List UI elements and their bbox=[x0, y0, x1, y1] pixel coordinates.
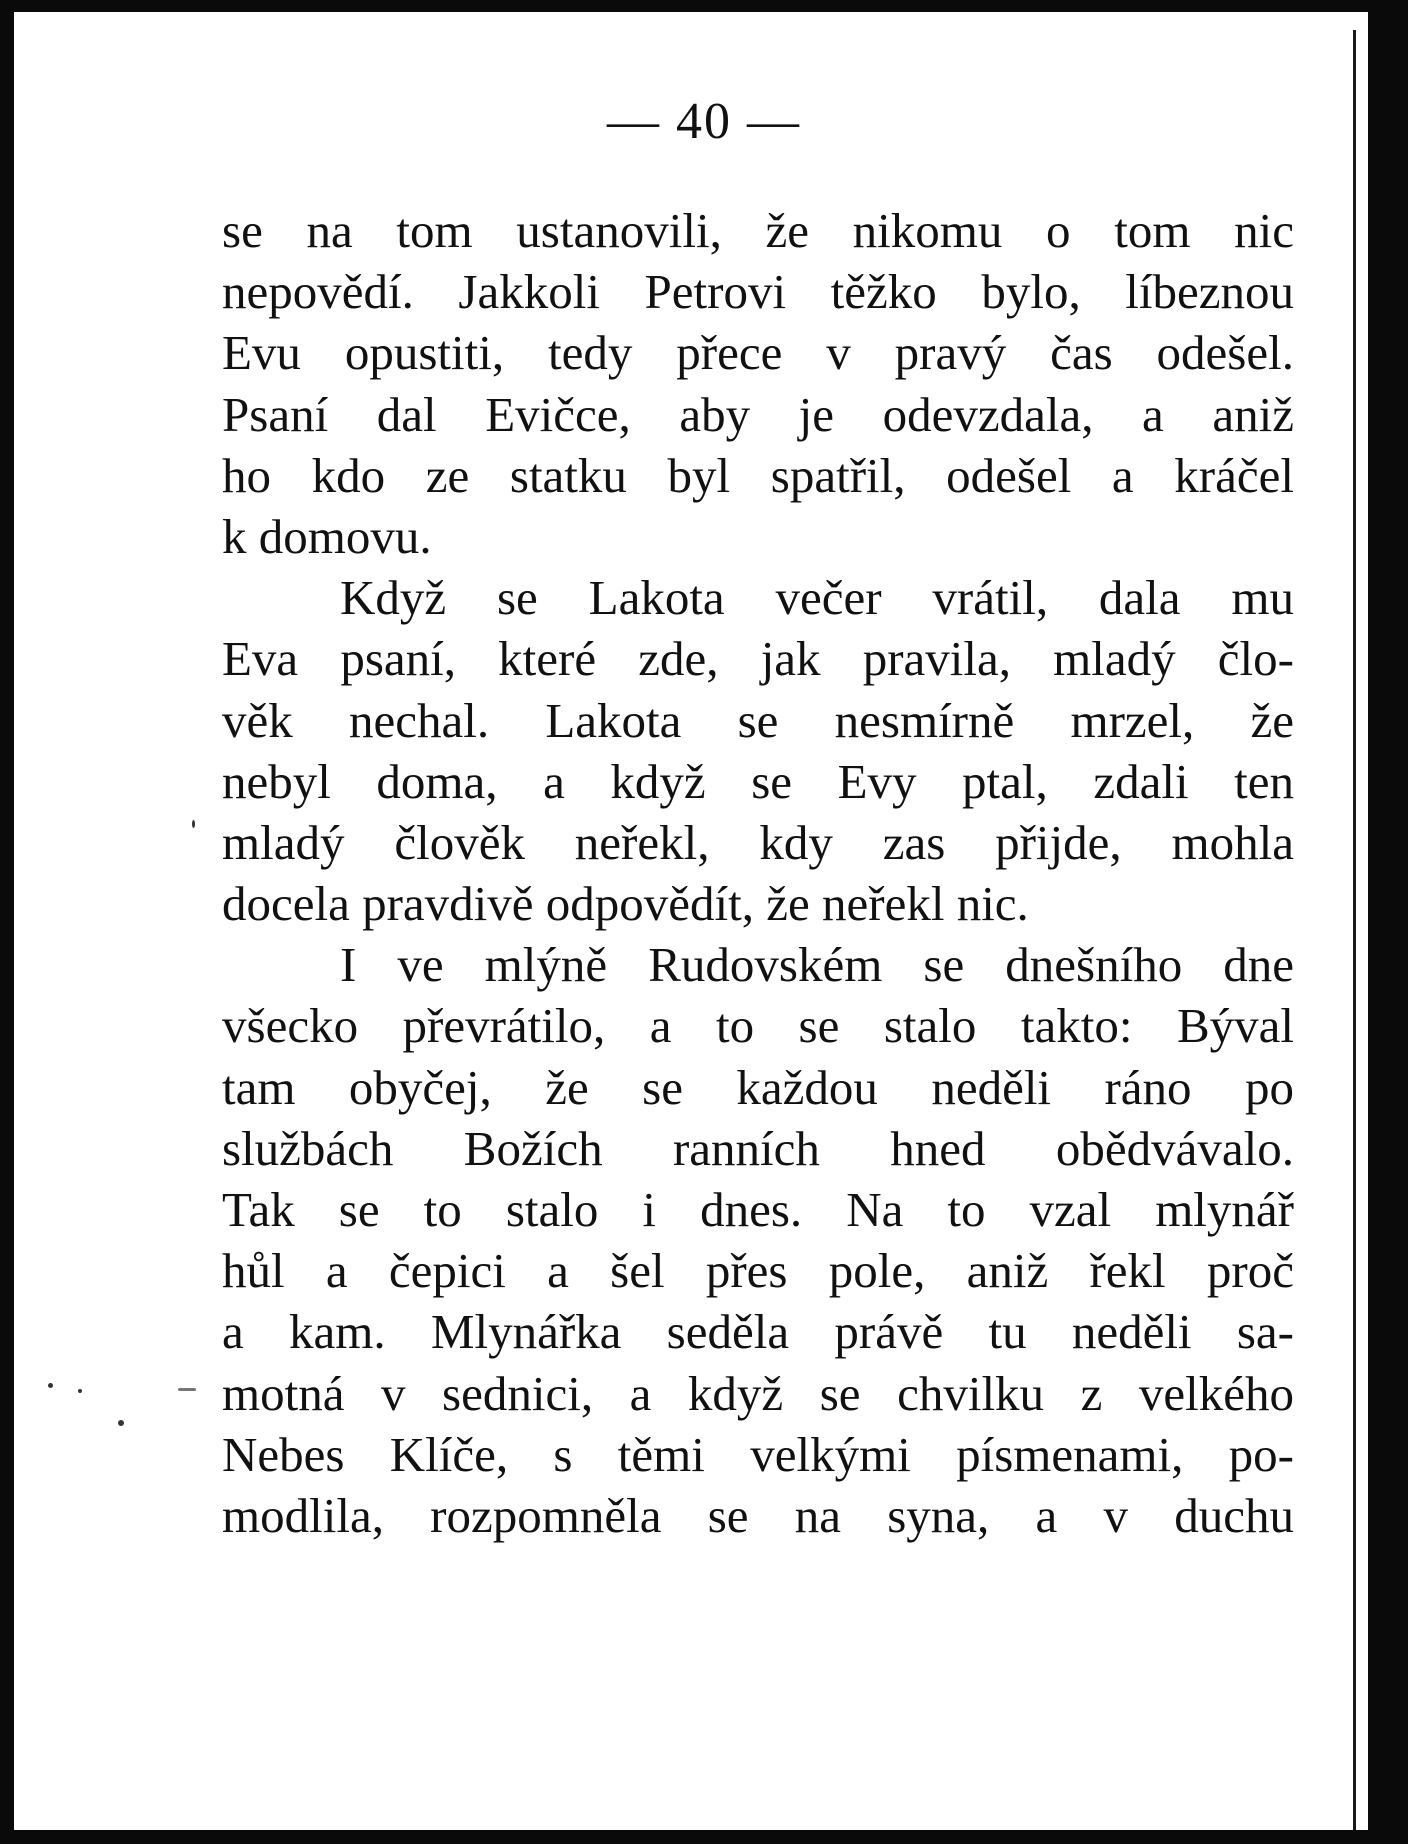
text-line: nebyl doma, a když se Evy ptal, zdali ten bbox=[222, 753, 1294, 809]
text-line: k domovu. bbox=[222, 508, 432, 564]
text-line: ho kdo ze statku byl spatřil, odešel a kráčel bbox=[222, 447, 1294, 503]
paragraph-start-line: Když se Lakota večer vrátil, dala mu bbox=[340, 570, 1294, 626]
text-line: všecko převrátilo, a to se stalo takto: Býval bbox=[222, 998, 1294, 1054]
text-line: a kam. Mlynářka seděla právě tu neděli sa- bbox=[222, 1304, 1294, 1360]
scan-gap-right bbox=[1362, 12, 1368, 1844]
text-line: mladý člověk neřekl, kdy zas přijde, mohla bbox=[222, 814, 1294, 870]
text-line: službách Božích ranních hned obědvávalo. bbox=[222, 1120, 1294, 1176]
paragraph-start-line: I ve mlýně Rudovském se dnešního dne bbox=[340, 937, 1294, 993]
text-line: nepovědí. Jakkoli Petrovi těžko bylo, líbeznou bbox=[222, 264, 1294, 320]
scan-border-top bbox=[0, 0, 1408, 12]
body-text bbox=[222, 200, 1294, 1546]
print-speck bbox=[118, 1420, 124, 1426]
text-line: se na tom ustanovili, že nikomu o tom nic bbox=[222, 203, 1294, 258]
text-line: hůl a čepici a šel přes pole, aniž řekl proč bbox=[222, 1243, 1294, 1299]
text-line: věk nechal. Lakota se nesmírně mrzel, že bbox=[222, 692, 1294, 748]
text-line: Tak se to stalo i dnes. Na to vzal mlynář bbox=[222, 1182, 1294, 1237]
text-line: modlila, rozpomněla se na syna, a v duchu bbox=[222, 1487, 1294, 1543]
text-line: Eva psaní, které zde, jak pravila, mladý člo- bbox=[222, 631, 1294, 687]
print-speck bbox=[78, 1389, 82, 1393]
print-speck bbox=[178, 1388, 196, 1391]
text-line: motná v sednici, a když se chvilku z velkého bbox=[222, 1365, 1294, 1421]
text-line: docela pravdivě odpovědít, že neřekl nic. bbox=[222, 876, 1029, 932]
page-number: — 40 — bbox=[607, 93, 801, 150]
text-line: Evu opustiti, tedy přece v pravý čas odešel. bbox=[222, 325, 1294, 381]
page-edge-line bbox=[1353, 30, 1356, 1830]
print-speck bbox=[192, 820, 195, 828]
scan-border-bottom bbox=[0, 1830, 1408, 1844]
text-line: Psaní dal Evičce, aby je odevzdala, a aniž bbox=[222, 386, 1294, 442]
text-line: tam obyčej, že se každou neděli ráno po bbox=[222, 1059, 1294, 1115]
print-speck bbox=[48, 1383, 53, 1388]
scan-border-right bbox=[1368, 0, 1408, 1844]
scan-border-left bbox=[0, 0, 14, 1844]
text-line: Nebes Klíče, s těmi velkými písmenami, po- bbox=[222, 1426, 1294, 1482]
